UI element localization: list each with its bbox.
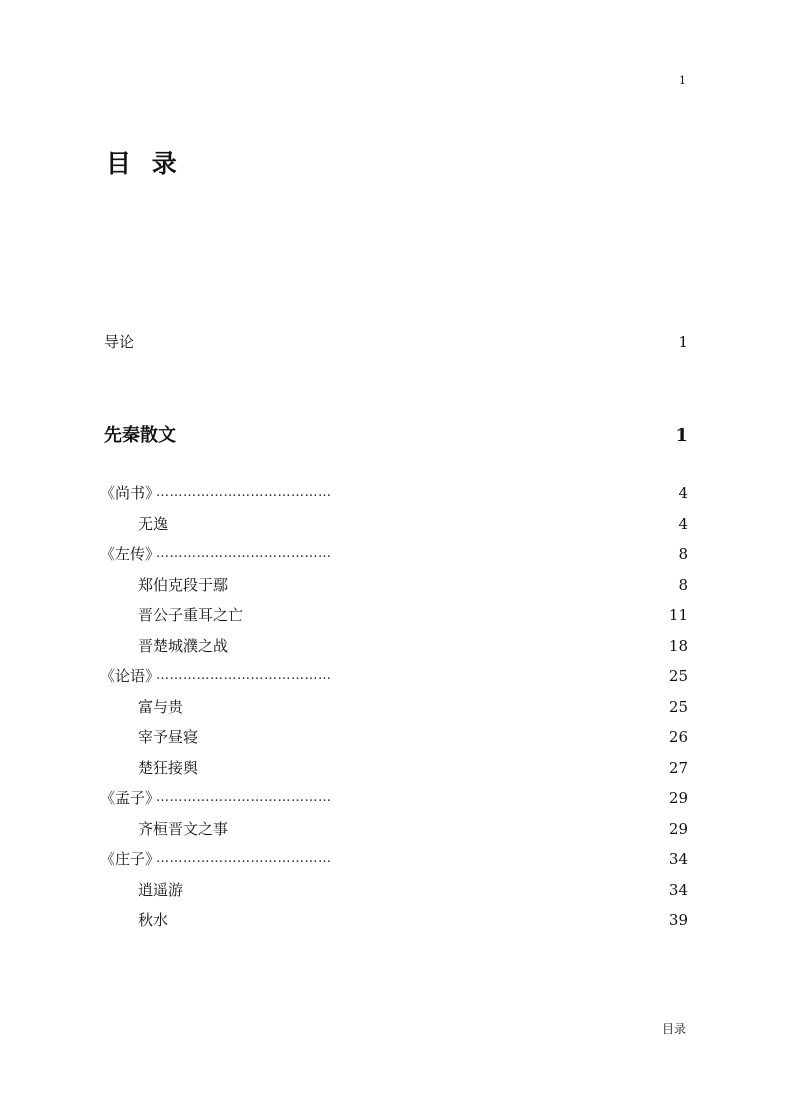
toc-leader-dots: ………………………………… (156, 485, 332, 500)
toc-entry-page: 26 (668, 728, 688, 746)
toc-entry-label: 晋公子重耳之亡 (138, 606, 244, 624)
running-footer: 目录 (661, 1022, 686, 1036)
toc-entry-page: 18 (668, 637, 688, 655)
toc-entry-page: 25 (668, 667, 688, 685)
toc-entry-label: 富与贵 (138, 698, 184, 716)
toc-entry-label: 秋水 (138, 911, 169, 929)
toc-entry-label: 《庄子》 (100, 850, 161, 868)
toc-entry-page: 8 (678, 545, 688, 563)
toc-leader-dots: ………………………………… (156, 668, 332, 683)
toc-leader-dots: ………………………………… (156, 851, 332, 866)
toc-entry-label: 郑伯克段于鄢 (138, 576, 229, 594)
toc-leader-dots: ………………………………… (156, 546, 332, 561)
toc-entry-page: 4 (678, 484, 688, 502)
toc-entry-page: 11 (668, 606, 688, 624)
toc-entry-chapter[interactable] (104, 878, 688, 902)
toc-entry-page: 29 (668, 789, 688, 807)
toc-entry-label: 逍遥游 (138, 881, 184, 899)
toc-entry-book[interactable] (100, 664, 688, 688)
page-title: 目 录 (106, 149, 183, 178)
toc-entry-page: 8 (678, 576, 688, 594)
toc-entry-label: 晋楚城濮之战 (138, 637, 229, 655)
toc-entry-page: 29 (668, 820, 688, 838)
toc-entry-chapter[interactable] (104, 817, 688, 841)
toc-entry-label: 宰予昼寝 (138, 728, 199, 746)
toc-part-page: 1 (675, 425, 688, 446)
toc-entry-book[interactable] (100, 847, 688, 871)
toc-entry-page: 27 (668, 759, 688, 777)
toc-entry-label: 楚狂接舆 (138, 759, 199, 777)
toc-leader-dots: ………………………………… (156, 790, 332, 805)
toc-entry-chapter[interactable] (104, 573, 688, 597)
toc-entry-book[interactable] (100, 786, 688, 810)
toc-entry-chapter[interactable] (104, 512, 688, 536)
toc-entry-book[interactable] (100, 481, 688, 505)
toc-entry-label: 齐桓晋文之事 (138, 820, 229, 838)
toc-entry-page: 1 (678, 333, 688, 351)
toc-entry-chapter[interactable] (104, 756, 688, 780)
toc-entry-label: 《左传》 (100, 545, 161, 563)
toc-entry-intro[interactable] (104, 330, 688, 354)
toc-entry-label: 《尚书》 (100, 484, 161, 502)
toc-entry-page: 4 (678, 515, 688, 533)
toc-entry-page: 34 (668, 881, 688, 899)
toc-entry-label: 《孟子》 (100, 789, 161, 807)
toc-entry-page: 25 (668, 698, 688, 716)
toc-entry-book[interactable] (100, 542, 688, 566)
toc-entry-chapter[interactable] (104, 634, 688, 658)
toc-entry-chapter[interactable] (104, 603, 688, 627)
toc-part-label: 先秦散文 (104, 425, 176, 446)
toc-entry-label: 无逸 (138, 515, 169, 533)
toc-part-heading[interactable] (104, 422, 688, 450)
toc-entry-label: 导论 (104, 333, 135, 351)
page-number: 1 (679, 74, 686, 87)
toc-entry-chapter[interactable] (104, 695, 688, 719)
toc-entry-chapter[interactable] (104, 908, 688, 932)
toc-entry-page: 39 (668, 911, 688, 929)
toc-entry-page: 34 (668, 850, 688, 868)
toc-entry-chapter[interactable] (104, 725, 688, 749)
toc-entry-label: 《论语》 (100, 667, 161, 685)
